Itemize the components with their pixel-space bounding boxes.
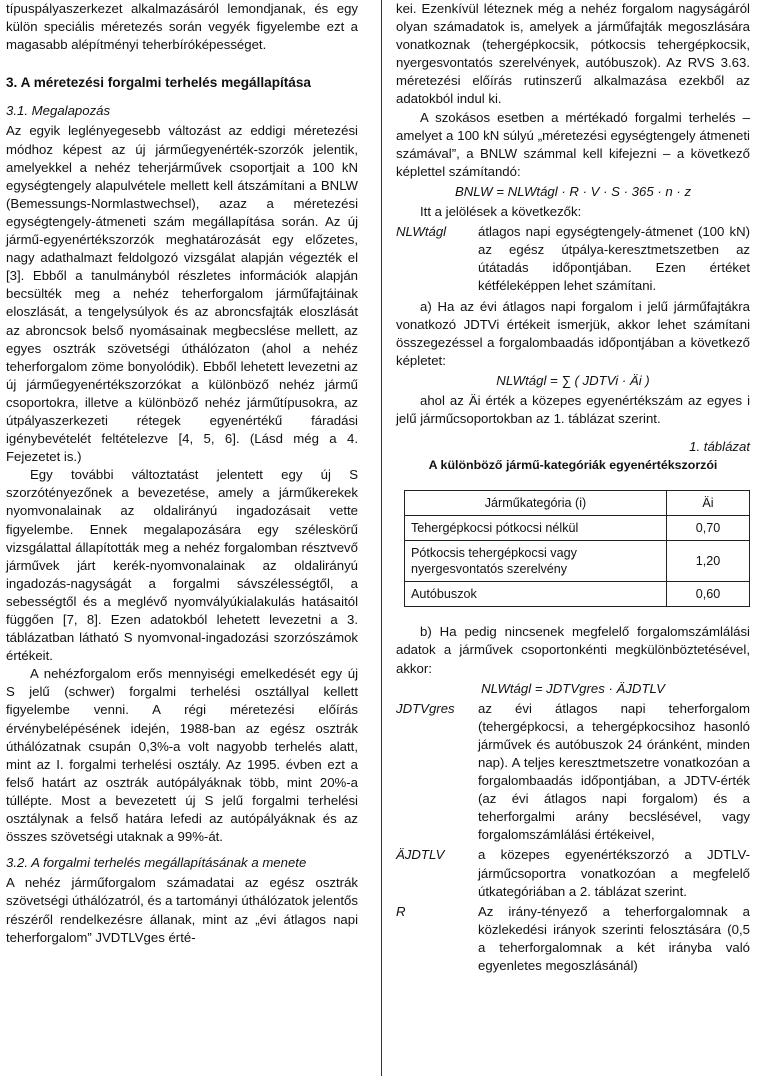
table-title: A különböző jármű-kategóriák egyenértékszorzói [428,458,718,473]
definition-text: a közepes egyenértékszorzó a JDTLV-járműcsoportra vonatkozóan a megfelelő útkategóriában a 2. táblázat szerint. [478,847,750,899]
formula: NLWtágl = JDTVgres · ÄJDTLV [481,680,665,696]
body-paragraph: ahol az Äi érték a közepes egyenértékszám az egyes i jelű járműcsoportokban az 1. táblázat szerint. [396,392,750,427]
formula: NLWtágl = ∑ ( JDTVi · Äi ) [496,372,650,388]
body-paragraph: kei. Ezenkívül léteznek még a nehéz forgalom nagyságáról olyan számadatok is, amelyek a járműfajták megoszlására vonatkoznak (tehergépkocsik, pótkocsis tehergépkocsik, nyergesvontatós szerelvények, autóbuszok). Az RVS 3.63. méretezési előírás rutinszerű alkalmazása ezekből az adatokból indul ki. [396,1,750,107]
table-header-cell: Járműkategória (i) [405,491,667,516]
column-divider [381,0,382,1076]
body-paragraph: b) Ha pedig nincsenek megfelelő forgalomszámlálási adatok a járművek csoportonkénti megkülönböztetésével, akkor: [396,624,750,676]
body-paragraph: A nehézforgalom erős mennyiségi emelkedését egy új S jelű (schwer) forgalmi terhelési osztállyal kellett figyelembe venni. A régi méretezési előírás érvénybelépésének idején, 1988-ban az egész osztrák úthálózatnak csupán 0,3%-a volt nagyobb terhelés alatt, mint az I. forgalmi terhelési osztály. Az 1995. évben ezt a felső határt az osztrák autópályáknak több, mint 20%-a túllépte. Most a bevezetett új S jelű forgalmi terhelési osztálynak a felső határa lefedi az autópályáknak és az összes szövetségi utaknak a 99%-át. [6,666,358,845]
right-column [396,0,750,977]
definition [396,903,750,975]
body-paragraph: Egy további változtatást jelentett egy új S szorzótényezőnek a bevezetése, amely a járműkerekek nyomvonalainak az oldalirányú ingadozásait vette figyelembe. Ennek megalapozására egy széleskörű vizsgálattal állapították meg a nehéz forgalomban résztvevő járművek járt kerék-nyomvonalainak az oldalirányú ingadozás-nagyságát a forgalmi sávszélességtől, a sebességtől és a meglévő nyomvályúkialakulás hatásaitól függően [7, 8]. Ezen adatokból lehetett levezetni a 3. táblázatban látható S nyomvonal-ingadozási szorzószámok értékeit. [6,467,358,664]
body-paragraph: A nehéz járműforgalom számadatai az egész osztrák szövetségi úthálózatról, és a tartományi úthálózatok jelentős részéről rendelkezésre állanak, mint az „évi átlagos napi teherforgalom” JVDTLVges érté- [6,875,358,945]
subsection-title: 3.1. Megalapozás [6,103,111,119]
definition-symbol: JDTVgres [396,700,455,716]
equivalence-table [404,490,750,607]
table-cell: 0,60 [667,582,750,607]
intro-paragraph: típuspályaszerkezet alkalmazásáról lemondjanak, és egy külön speciális méretezés során vegyék figyelembe ezt a magasabb alépítményi teherbíróképességet. [6,1,358,53]
body-paragraph: Itt a jelölések a következők: [420,204,582,220]
definition-symbol: R [396,903,406,919]
body-paragraph: a) Ha az évi átlagos napi forgalom i jelű járműfajtákra vonatkozó JDTVi értékeit ismerjük, akkor lehet számítani összegezéssel a forgalombaadás időpontjában a következő képletet: [396,298,750,368]
definition-text: átlagos napi egységtengely-átmenet (100 kN) az egész útpálya-keresztmetszetben az útátadás időpontjában. Ezen értéket kétféleképpen lehet számítani. [478,224,750,294]
table-header-cell: Äi [667,491,750,516]
table-cell: Pótkocsis tehergépkocsi vagy nyergesvontatós szerelvény [405,541,667,582]
section-title: 3. A méretezési forgalmi terhelés megállapítása [6,75,311,91]
definition [396,846,750,900]
table-cell: 1,20 [667,541,750,582]
subsection-title: 3.2. A forgalmi terhelés megállapításának a menete [6,855,307,871]
definition-symbol: NLWtágl [396,224,447,240]
left-column [6,0,358,947]
table-cell: Tehergépkocsi pótkocsi nélkül [405,516,667,541]
table-row [405,541,750,582]
body-paragraph: Az egyik leglényegesebb változást az eddigi méretezési módhoz képest az új járműegyenérték-szorzók jelentik, amelyekkel a nehéz teherjárművek csoportjait a 100 kN egységtengely alapulvétele mellett kell átszámítani a BNLW (Bemessungs-Normlastwechsel), azaz a méretezési egységtengely-átmeneti szám megállapítása során. Az új jármű-egyenértékszorzók meghatározását egy előzetes, nagy adathalmazt feldolgozó vizsgálat alapján végezték el [3]. Ebből a tanulmányból részletes információk alapján becsülték meg a nehéz teherforgalom járműfajtáinak eloszlását, a tengelysúlyok és az abroncsfajták eloszlását az abroncsok belső nyomásainak megbecslése mellett, az egyes osztrák szövetségi úthálózaton (ahol a nehéz teherforgalom zöme bonyolódik). Ebből lehetett levezetni az új járműegyenértékszorzókat a különböző nehéz jármű csoportokra, illetve a különböző nehéz járműtípusokra, az útpályaszerkezeti rétegek egyenértékű fáradási igénybevételét feltételezve [4, 5, 6]. (Lásd még a 4. Fejezetet is.) [6,123,358,465]
formula: BNLW = NLWtágl · R · V · S · 365 · n · z [454,183,692,199]
table-cell: Autóbuszok [405,582,667,607]
table-caption: 1. táblázat [689,439,750,455]
table-row [405,582,750,607]
definition-text: Az irány-tényező a teherforgalomnak a közlekedési irányok szerinti felosztására (0,5 a teherforgalomnak a két irányba való egyenletes megoszlásánál) [478,903,750,974]
definition-text: az évi átlagos napi teherforgalom (tehergépkocsi, a tehergépkocsihoz hasonló járművek és autóbuszok 24 óránként, minden nap). A teljes keresztmetszetre vonatkozóan a forgalombaadás időpontjában, a JDTV-érték (az évi átlagos napi forgalom) és a teherforgalmi arány becslésével, vagy forgalomszámlálási értékeivel, [478,700,750,843]
definition [396,223,750,295]
definition [396,700,750,845]
table-header-row [405,491,750,516]
table-row [405,516,750,541]
definition-symbol: ÄJDTLV [396,847,445,863]
table-cell: 0,70 [667,516,750,541]
body-paragraph: A szokásos esetben a mértékadó forgalmi terhelés – amelyet a 100 kN súlyú „méretezési egységtengely átmeneti számával”, a BNLW számmal kell kifejezni – a következő képlettel számítandó: [396,109,750,179]
